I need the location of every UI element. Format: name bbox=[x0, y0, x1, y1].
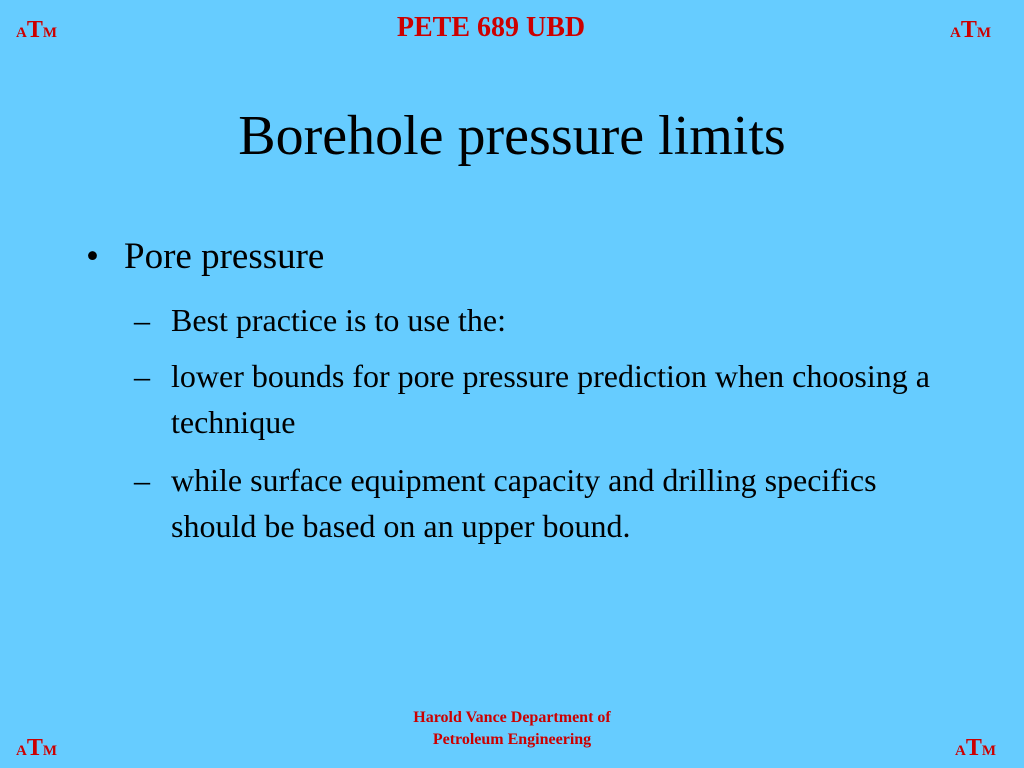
sub-bullet-marker: – bbox=[134, 462, 150, 498]
footer-line-1: Harold Vance Department of bbox=[413, 709, 611, 726]
logo-letter-t: T bbox=[960, 17, 977, 43]
logo-letter-t: T bbox=[26, 17, 43, 43]
sub-bullet-item bbox=[134, 297, 954, 343]
logo-letter-t: T bbox=[26, 735, 43, 761]
sub-bullet-text: lower bounds for pore pressure prediction when choosing a technique bbox=[171, 358, 930, 440]
logo-letter-a: A bbox=[16, 25, 27, 41]
atm-logo-top-right bbox=[950, 18, 991, 42]
logo-letter-t: T bbox=[965, 735, 982, 761]
sub-bullet-text: while surface equipment capacity and drilling specifics should be based on an upper bound. bbox=[171, 462, 877, 544]
atm-logo-bottom-left bbox=[16, 736, 57, 760]
logo-letter-m: M bbox=[42, 743, 58, 759]
sub-bullet-marker: – bbox=[134, 302, 150, 338]
sub-bullet-item bbox=[134, 353, 954, 445]
atm-logo-bottom-right bbox=[955, 736, 996, 760]
course-title: PETE 689 UBD bbox=[396, 12, 586, 43]
slide-title: Borehole pressure limits bbox=[238, 105, 786, 167]
bullet-marker: • bbox=[86, 236, 99, 277]
logo-letter-a: A bbox=[950, 25, 961, 41]
sub-bullet-marker: – bbox=[134, 358, 150, 394]
footer-line-2: Petroleum Engineering bbox=[432, 731, 592, 748]
logo-letter-m: M bbox=[42, 25, 58, 41]
bullet-text: Pore pressure bbox=[124, 236, 325, 277]
logo-letter-m: M bbox=[976, 25, 992, 41]
logo-letter-a: A bbox=[955, 743, 966, 759]
bullet-item bbox=[86, 234, 324, 280]
logo-letter-m: M bbox=[981, 743, 997, 759]
footer-department bbox=[362, 707, 662, 751]
sub-bullet-text: Best practice is to use the: bbox=[171, 302, 507, 338]
sub-bullet-item bbox=[134, 457, 954, 549]
logo-letter-a: A bbox=[16, 743, 27, 759]
